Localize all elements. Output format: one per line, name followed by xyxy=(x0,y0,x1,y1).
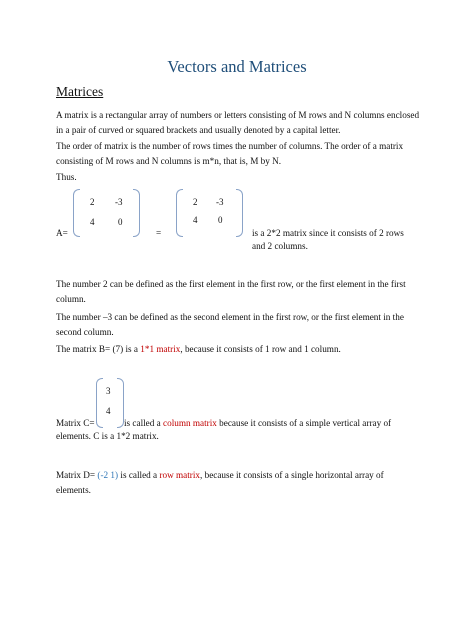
matrix-c-label: Matrix C= xyxy=(56,418,95,428)
matrix-c-description-2: elements. C is a 1*2 matrix. xyxy=(56,431,159,441)
matrix-cell: 4 xyxy=(106,406,111,416)
matrix-a-left xyxy=(73,189,140,237)
text: , because it consists of 1 row and 1 column. xyxy=(180,344,341,354)
text: is called a xyxy=(118,470,160,480)
matrix-cell: 0 xyxy=(118,217,123,227)
text: is called a xyxy=(124,418,164,428)
text: Matrix D= xyxy=(56,470,98,480)
highlight-text: row matrix xyxy=(159,470,200,480)
matrix-cell: -3 xyxy=(216,197,224,207)
paragraph-element-neg3: The number –3 can be defined as the second element in the first row, or the first element in the second column. xyxy=(56,312,404,337)
matrix-cell: 4 xyxy=(90,217,95,227)
matrix-a-description-1: is a 2*2 matrix since it consists of 2 rows xyxy=(252,228,404,238)
matrix-a-label: A= xyxy=(56,228,68,238)
paragraph-definition: A matrix is a rectangular array of numbers or letters consisting of M rows and N columns enclosed in a pair of curved or squared brackets and usually denoted by a capital letter. xyxy=(56,110,420,135)
row-matrix-value: (-2 1) xyxy=(97,470,119,480)
matrix-a-right xyxy=(176,189,243,237)
matrix-cell: 4 xyxy=(193,215,198,225)
matrix-cell: 2 xyxy=(90,197,95,207)
paragraph-matrix-b xyxy=(56,342,420,357)
highlight-text: 1*1 matrix xyxy=(140,344,181,354)
bracket-right xyxy=(133,189,140,237)
matrix-a-description-2: and 2 columns. xyxy=(252,241,308,251)
bracket-left xyxy=(96,378,103,428)
paragraph-order: The order of matrix is the number of rows times the number of columns. The order of a matrix consisting of M rows and N columns is m*n, that is, M by N. xyxy=(56,141,404,166)
matrix-c xyxy=(96,378,124,428)
text: , because it consists of a single horizontal array of xyxy=(200,470,384,480)
section-heading: Matrices xyxy=(56,84,104,99)
matrix-cell: 2 xyxy=(193,197,198,207)
matrix-cell: 0 xyxy=(218,215,223,225)
paragraph-thus: Thus. xyxy=(56,172,77,182)
page-title: Vectors and Matrices xyxy=(167,57,307,76)
bracket-left xyxy=(176,189,183,237)
paragraph-matrix-d xyxy=(56,468,420,498)
bracket-right xyxy=(236,189,243,237)
text: elements. xyxy=(56,485,91,495)
bracket-left xyxy=(73,189,80,237)
equals-sign: = xyxy=(156,228,162,238)
highlight-text: column matrix xyxy=(163,418,217,428)
paragraph-element-2: The number 2 can be defined as the first element in the first row, or the first element in the first column. xyxy=(56,279,406,304)
matrix-cell: 3 xyxy=(106,386,111,396)
bracket-right xyxy=(117,378,124,428)
text: because it consists of a simple vertical array of xyxy=(216,418,392,428)
text: The matrix B= (7) is a xyxy=(56,344,141,354)
matrix-c-description-1 xyxy=(124,418,391,428)
matrix-cell: -3 xyxy=(115,197,123,207)
